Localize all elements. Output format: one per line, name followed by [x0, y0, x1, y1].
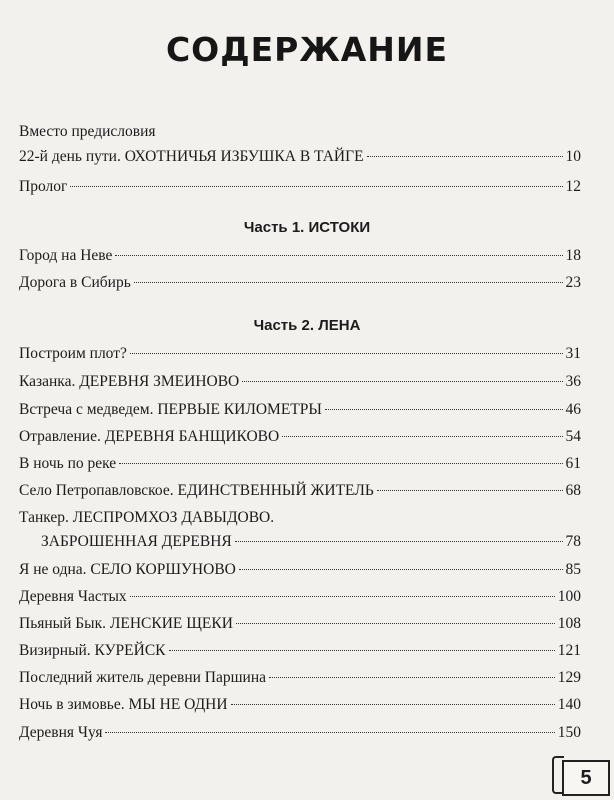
toc-entry-page: 140 — [557, 696, 581, 713]
dot-leader — [105, 732, 554, 733]
toc-entry-title: Последний житель деревни Паршина — [19, 669, 267, 686]
toc-entry-page: 85 — [565, 561, 581, 578]
toc-entry-page: 10 — [565, 148, 581, 165]
page-title: СОДЕРЖАНИЕ — [165, 30, 449, 69]
toc-entry-page: 100 — [557, 588, 581, 605]
toc-entry-title: Казанка. ДЕРЕВНЯ ЗМЕИНОВО — [19, 373, 240, 390]
toc-entry — [19, 344, 581, 364]
toc-entry-page: 18 — [565, 247, 581, 264]
dot-leader — [235, 541, 563, 542]
toc-entry — [19, 587, 581, 607]
toc-entry — [19, 273, 581, 293]
toc-entry-title: Пролог — [19, 178, 68, 195]
toc-entry-page: 61 — [565, 455, 581, 472]
toc-entry — [19, 641, 581, 661]
toc-entry — [19, 427, 581, 447]
toc-entry-page: 31 — [565, 345, 581, 362]
toc-entry — [19, 614, 581, 634]
dot-leader — [119, 463, 562, 464]
toc-entry — [19, 147, 581, 167]
dot-leader — [242, 381, 562, 382]
toc-entry-page: 129 — [557, 669, 581, 686]
toc-entry-title: Село Петропавловское. ЕДИНСТВЕННЫЙ ЖИТЕЛЬ — [19, 482, 374, 499]
dot-leader — [325, 409, 563, 410]
toc-entry — [19, 668, 581, 688]
toc-entry-title: 22-й день пути. ОХОТНИЧЬЯ ИЗБУШКА В ТАЙГЕ — [19, 148, 364, 165]
toc-entry-page: 36 — [565, 373, 581, 390]
toc-entry-title: Деревня Частых — [19, 588, 127, 605]
toc-entry-page: 54 — [565, 428, 581, 445]
toc-entry — [19, 560, 581, 580]
dot-leader — [269, 677, 555, 678]
toc-entry-page: 121 — [557, 642, 581, 659]
toc-entry — [19, 481, 581, 501]
toc-entry-page: 23 — [565, 274, 581, 291]
dot-leader — [282, 436, 562, 437]
toc-entry-title: Отравление. ДЕРЕВНЯ БАНЩИКОВО — [19, 428, 280, 445]
toc-entry-page: 12 — [565, 178, 581, 195]
dot-leader — [367, 156, 563, 157]
toc-entry-title-line1: Танкер. ЛЕСПРОМХОЗ ДАВЫДОВО. — [19, 509, 275, 526]
dot-leader — [239, 569, 563, 570]
part-heading: Часть 1. ИСТОКИ — [243, 219, 371, 236]
dot-leader — [377, 490, 563, 491]
toc-entry-title: Дорога в Сибирь — [19, 274, 131, 291]
toc-entry-title: Построим плот? — [19, 345, 127, 362]
toc-entry — [19, 532, 581, 552]
dot-leader — [130, 596, 555, 597]
toc-entry-title: Встреча с медведем. ПЕРВЫЕ КИЛОМЕТРЫ — [19, 401, 322, 418]
page-number: 5 — [562, 760, 610, 796]
toc-entry — [19, 177, 581, 197]
dot-leader — [231, 704, 555, 705]
part-heading: Часть 2. ЛЕНА — [253, 317, 361, 334]
toc-entry-page: 150 — [557, 724, 581, 741]
toc-entry — [19, 454, 581, 474]
toc-entry-title: Город на Неве — [19, 247, 113, 264]
toc-entry-title: В ночь по реке — [19, 455, 117, 472]
toc-entry — [19, 400, 581, 420]
toc-entry-page: 78 — [565, 533, 581, 550]
toc-entry-title: Деревня Чуя — [19, 724, 103, 741]
toc-entry-title: ЗАБРОШЕННАЯ ДЕРЕВНЯ — [41, 533, 232, 550]
toc-entry-title: Визирный. КУРЕЙСК — [19, 642, 166, 659]
toc-entry-page: 68 — [565, 482, 581, 499]
toc-entry-title: Пьяный Бык. ЛЕНСКИЕ ЩЕКИ — [19, 615, 233, 632]
toc-entry — [19, 695, 581, 715]
toc-entry-page: 108 — [557, 615, 581, 632]
dot-leader — [70, 186, 562, 187]
dot-leader — [169, 650, 555, 651]
dot-leader — [130, 353, 563, 354]
intro-heading: Вместо предисловия — [19, 123, 156, 140]
toc-entry — [19, 246, 581, 266]
toc-entry-title: Я не одна. СЕЛО КОРШУНОВО — [19, 561, 236, 578]
toc-entry-page: 46 — [565, 401, 581, 418]
toc-entry — [19, 723, 581, 743]
toc-entry-title: Ночь в зимовье. МЫ НЕ ОДНИ — [19, 696, 228, 713]
dot-leader — [134, 282, 563, 283]
dot-leader — [115, 255, 562, 256]
dot-leader — [236, 623, 555, 624]
toc-entry — [19, 372, 581, 392]
